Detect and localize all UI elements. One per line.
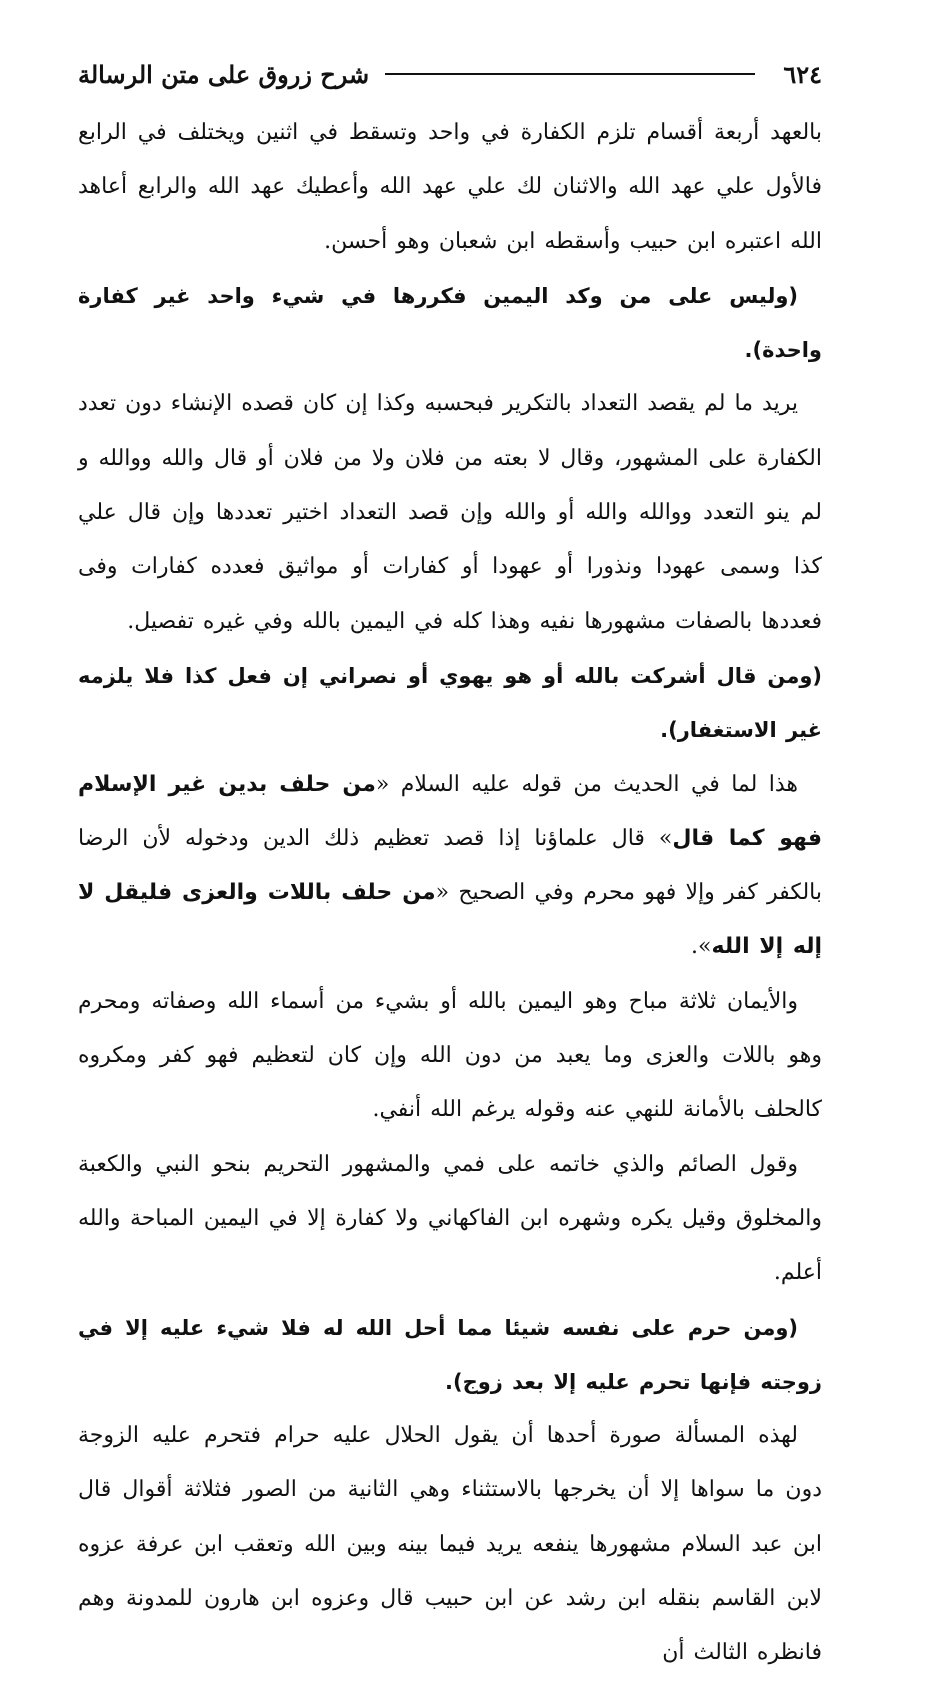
- commentary-paragraph: يريد ما لم يقصد التعداد بالتكرير فبحسبه وكذا إن كان قصده الإنشاء دون تعدد الكفارة على المشهور، وقال لا بعته من فلان ولا من فلان أو قال والله ووالله و لم ينو التعدد ووالله والله أو والله وإن قصد التعداد اختير تعددها وإن قال علي كذا وسمى عهودا ونذورا أو عهودا أو كفارات أو مواثيق فعدده كفارات وفى فعددها بالصفات مشهورها نفيه وهذا كله في اليمين بالله وفي غيره تفصيل.: [78, 391, 822, 634]
- page-body: [78, 106, 822, 1681]
- commentary-paragraph-with-hadith: [78, 758, 822, 975]
- commentary-paragraph: وقول الصائم والذي خاتمه على فمي والمشهور التحريم بنحو النبي والكعبة والمخلوق وقيل يكره وشهره ابن الفاكهاني ولا كفارة إلا في اليمين المباحة والله أعلم.: [78, 1151, 822, 1286]
- commentary-paragraph: والأيمان ثلاثة مباح وهو اليمين بالله أو بشيء من أسماء الله وصفاته ومحرم وهو باللات والعزى وما يعبد من دون الله وإن كان لتعظيم فهو كفر ومكروه كالحلف بالأمانة للنهي عنه وقوله يرغم الله أنفي.: [78, 988, 822, 1123]
- matn-paragraph: (ومن حرم على نفسه شيئا مما أحل الله له فلا شيء عليه إلا في زوجته فإنها تحرم عليه إلا بعد زوج).: [78, 1315, 822, 1394]
- book-page: [78, 52, 822, 1666]
- matn-paragraph: (ومن قال أشركت بالله أو هو يهوي أو نصراني إن فعل كذا فلا يلزمه غير الاستغفار).: [78, 663, 822, 743]
- commentary-paragraph: لهذه المسألة صورة أحدها أن يقول الحلال عليه حرام فتحرم عليه الزوجة دون ما سواها إلا أن يخرجها بالاستثناء وهي الثانية من الصور فثلاثة أقوال قال ابن عبد السلام مشهورها ينفعه يريد فيما بينه وبين الله وتعقب ابن عرفة عزوه لابن القاسم بنقله ابن رشد عن ابن حبيب قال وعزوه ابن هارون للمدونة وهم فانظره الثالث أن: [78, 1423, 822, 1666]
- hadith-quote: من حلف باللات والعزى فليقل لا إله إلا الله: [78, 880, 822, 960]
- page-number: ٦٢٤: [783, 59, 822, 89]
- page-header: [78, 52, 822, 96]
- text-segment: هذا لما في الحديث من قوله عليه السلام «: [375, 771, 798, 797]
- book-title: شرح زروق على متن الرسالة: [78, 59, 370, 89]
- header-rule: [385, 73, 755, 75]
- commentary-paragraph: بالعهد أربعة أقسام تلزم الكفارة في واحد وتسقط في اثنين ويختلف في الرابع فالأول علي عهد الله والاثنان لك علي عهد الله وأعطيك عهد الله والرابع أعاهد الله اعتبره ابن حبيب وأسقطه ابن شعبان وهو أحسن.: [78, 120, 822, 254]
- text-segment: ».: [691, 934, 712, 960]
- text-segment: » قال علماؤنا إذا قصد تعظيم ذلك الدين ودخوله لأن الرضا بالكفر كفر وإلا فهو محرم وفي الصحيح «: [78, 825, 822, 906]
- matn-paragraph: (وليس على من وكد اليمين فكررها في شيء واحد غير كفارة واحدة).: [78, 283, 822, 363]
- hadith-quote: من حلف بدين غير الإسلام فهو كما قال: [78, 771, 822, 851]
